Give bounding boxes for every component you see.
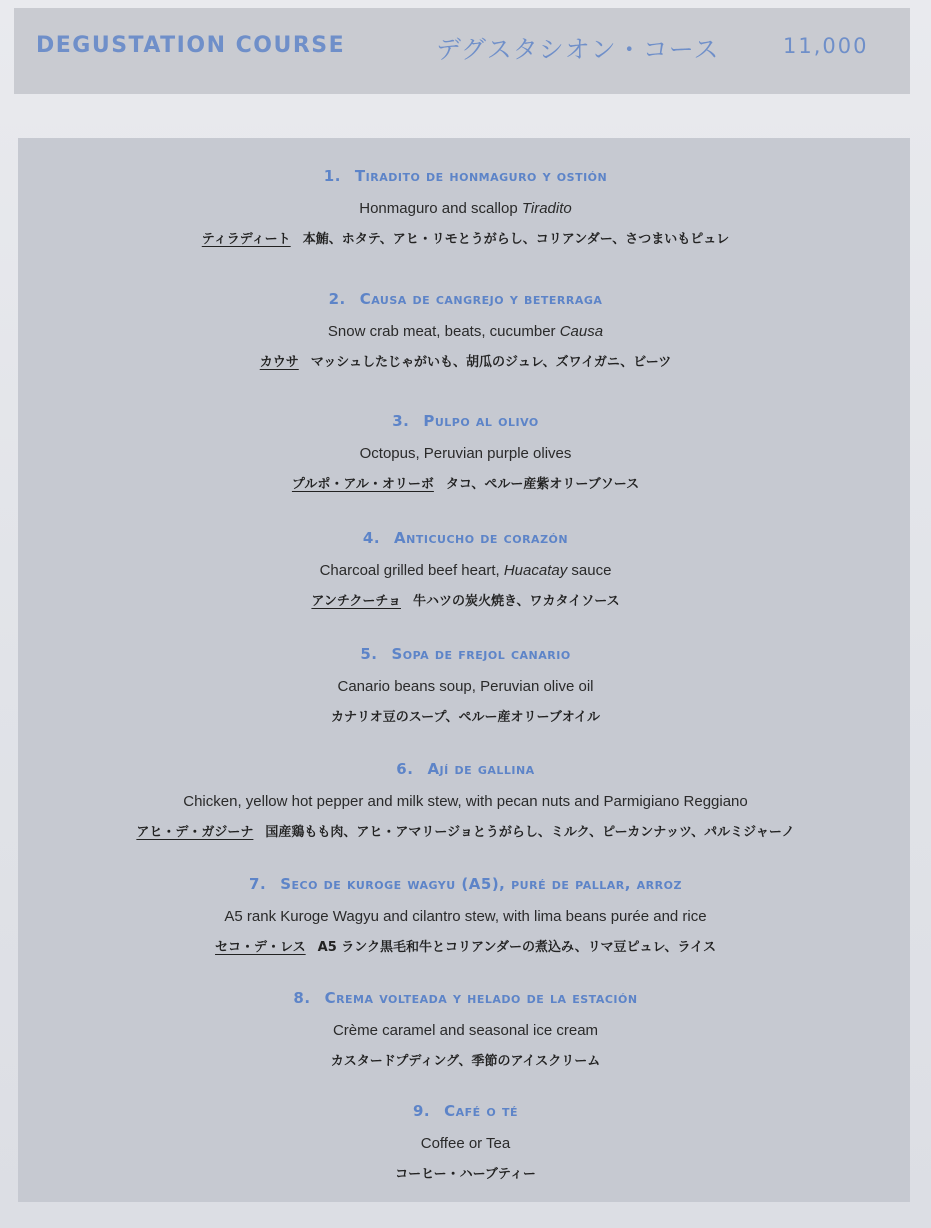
jp-description: A5 ランク黒毛和牛とコリアンダーの煮込み、リマ豆ピュレ、ライス [317,940,716,955]
course-description-en [0,1134,931,1154]
course-title [0,165,931,187]
description-italic: Causa [559,323,604,340]
course-heading-jp: デグスタシオン・コース [436,35,720,64]
course-name: Causa de cangrejo y beterraga [359,290,603,308]
description-text: Chicken, yellow hot pepper and milk stew, with pecan nuts and Parmigiano Reggiano [183,793,748,810]
course-description-en [0,792,931,812]
course-description-en [0,1021,931,1041]
course-number: 4. [362,529,381,547]
description-text: Charcoal grilled beef heart, [319,562,504,579]
course-item [0,165,931,250]
jp-description: マッシュしたじゃがいも、胡瓜のジュレ、ズワイガニ、ビーツ [310,355,672,370]
course-title [0,987,931,1009]
jp-description: タコ、ペルー産紫オリーブソース [445,477,640,492]
description-text: Honmaguro and scallop [359,200,522,217]
jp-dish-name: ティラディート [201,232,291,247]
course-heading: DEGUSTATION COURSE [36,33,346,58]
description-italic: Tiradito [521,200,572,217]
jp-dish-name: カウサ [259,355,299,370]
description-italic: Huacatay [503,562,568,579]
course-title [0,758,931,780]
course-description-en [0,561,931,581]
jp-dish-name: アンチクーチョ [311,594,401,609]
description-text: Snow crab meat, beats, cucumber [327,323,560,340]
course-description-jp [0,938,931,958]
course-description-jp [0,708,931,728]
course-item [0,1100,931,1185]
course-number: 7. [249,875,267,893]
course-number: 6. [396,760,414,778]
jp-description: 本鮪、ホタテ、アヒ・リモとうがらし、コリアンダー、さつまいもピュレ [302,232,730,247]
description-text: Crème caramel and seasonal ice cream [332,1022,599,1039]
course-description-jp [0,592,931,612]
course-item [0,643,931,728]
course-number: 5. [360,645,378,663]
course-title [0,288,931,310]
description-text: Octopus, Peruvian purple olives [359,445,572,462]
course-title [0,410,931,432]
course-description-en [0,322,931,342]
course-number: 2. [328,290,346,308]
course-title [0,1100,931,1122]
jp-description: カナリオ豆のスープ、ペルー産オリーブオイル [330,710,601,725]
course-title [0,643,931,665]
course-name: Seco de kuroge wagyu (A5), puré de pallar, arroz [280,875,682,893]
course-item [0,987,931,1072]
course-name: Anticucho de corazón [394,529,569,547]
course-item [0,288,931,373]
course-name: Pulpo al olivo [423,412,539,430]
course-description-jp [0,230,931,250]
jp-description: カスタードプディング、季節のアイスクリーム [330,1054,601,1069]
course-title [0,873,931,895]
course-name: Sopa de frejol canario [391,645,571,663]
course-number: 9. [412,1102,431,1120]
course-item [0,758,931,843]
jp-dish-name: セコ・デ・レス [215,940,306,955]
course-description-en [0,677,931,697]
course-description-en [0,199,931,219]
course-description-jp [0,353,931,373]
course-description-jp [0,1165,931,1185]
course-description-jp [0,1052,931,1072]
course-name: Ají de gallina [427,760,535,778]
jp-dish-name: プルポ・アル・オリーボ [291,477,434,492]
description-text: A5 rank Kuroge Wagyu and cilantro stew, with lima beans purée and rice [224,908,707,925]
course-name: Crema volteada y helado de la estación [324,989,638,1007]
course-description-jp [0,823,931,843]
description-text: Coffee or Tea [420,1135,511,1152]
course-price: 11,000 [783,34,869,58]
course-name: Café o té [444,1102,518,1120]
course-item [0,410,931,495]
course-number: 8. [293,989,311,1007]
course-name: Tiradito de honmaguro y ostión [354,167,608,185]
course-description-en [0,444,931,464]
description-text: Canario beans soup, Peruvian olive oil [337,678,594,695]
jp-description: 牛ハツの炭火焼き、ワカタイソース [413,594,620,609]
course-number: 3. [392,412,410,430]
jp-dish-name: アヒ・デ・ガジーナ [136,825,254,840]
course-description-jp [0,475,931,495]
course-number: 1. [323,167,341,185]
course-title [0,527,931,549]
jp-description: 国産鶏もも肉、アヒ・アマリージョとうがらし、ミルク、ピーカンナッツ、パルミジャーノ [265,825,795,840]
course-item [0,873,931,958]
description-tail: sauce [567,562,612,579]
jp-description: コーヒー・ハーブティー [395,1167,536,1182]
course-description-en [0,907,931,927]
course-item [0,527,931,612]
